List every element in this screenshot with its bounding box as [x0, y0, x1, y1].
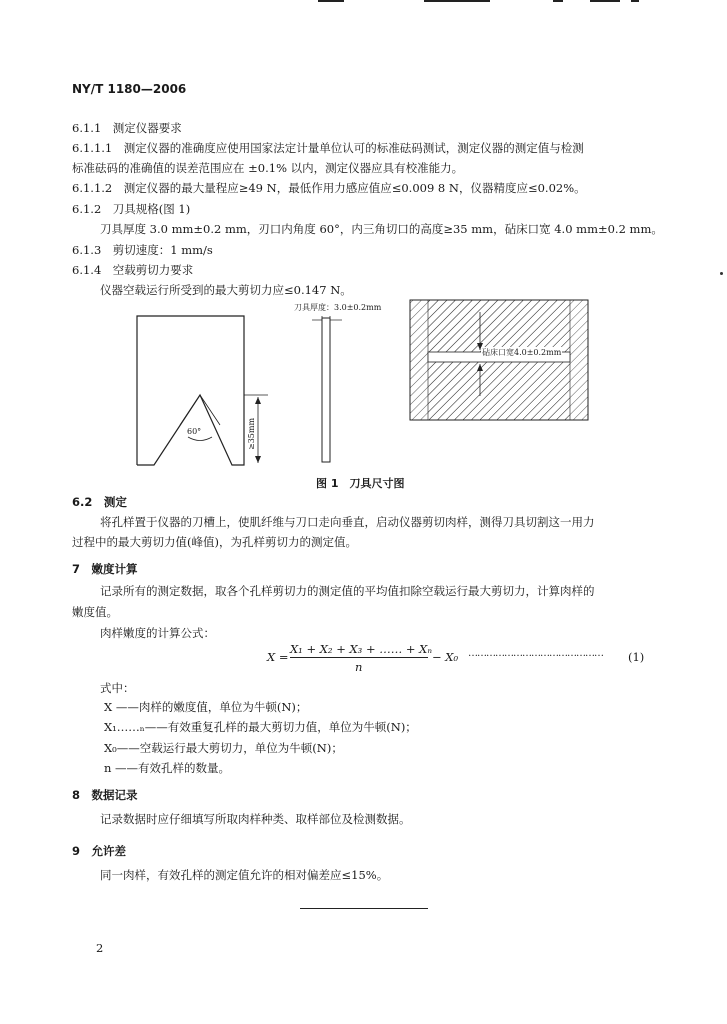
formula-denominator: n — [355, 660, 363, 674]
page-number: 2 — [96, 941, 104, 955]
section-7-line2: 嫩度值。 — [72, 605, 118, 619]
section-6-2-line1: 将孔样置于仪器的刀槽上，使肌纤维与刀口走向垂直，启动仪器剪切肉样，测得刀具切割这一用力 — [100, 515, 595, 529]
section-7-heading: 7 嫩度计算 — [72, 562, 138, 576]
standard-code: NY/T 1180—2006 — [72, 82, 187, 96]
where-label: 式中： — [100, 681, 135, 695]
formula-leader-dots: ……………………………………… — [468, 648, 603, 659]
formula-tail: − X₀ — [432, 650, 459, 664]
formula-intro: 肉样嫩度的计算公式： — [100, 626, 215, 640]
formula-lhs: X = — [267, 650, 289, 664]
thickness-label: 刀具厚度：3.0±0.2mm — [294, 303, 382, 312]
section-6-1-2-heading: 6.1.2 刀具规格(图 1) — [72, 202, 191, 216]
section-6-1-3: 6.1.3 剪切速度：1 mm/s — [72, 243, 213, 257]
section-6-1-4-heading: 6.1.4 空载剪切力要求 — [72, 263, 194, 277]
section-6-1-1-2: 6.1.1.2 测定仪器的最大量程应≥49 N，最低作用力感应值应≤0.009 8 N，仪器精度应≤0.02%。 — [72, 181, 586, 195]
section-9-body: 同一肉样，有效孔样的测定值允许的相对偏差应≤15%。 — [100, 868, 389, 882]
anvil-bed-section — [410, 300, 588, 420]
section-6-2-line2: 过程中的最大剪切力值(峰值)，为孔样剪切力的测定值。 — [72, 535, 357, 549]
section-6-1-1-1-line1: 6.1.1.1 测定仪器的准确度应使用国家法定计量单位认可的标准砝码测试，测定仪器的测定值与检测 — [72, 141, 584, 155]
anvil-width-label: 砧床口宽4.0±0.2mm — [482, 348, 562, 357]
section-6-1-1-1-line2: 标准砝码的准确值的误差范围应在 ±0.1% 以内，测定仪器应具有校准能力。 — [72, 161, 464, 175]
definition-x0: X₀——空载运行最大剪切力，单位为牛顿(N)； — [104, 741, 343, 755]
angle-label: 60° — [187, 427, 202, 436]
section-6-1-1-heading: 6.1.1 测定仪器要求 — [72, 121, 182, 135]
section-8-heading: 8 数据记录 — [72, 788, 138, 802]
formula-numerator: X₁ + X₂ + X₃ + …… + Xₙ — [290, 642, 433, 656]
end-rule — [300, 908, 428, 909]
formula-number: (1) — [628, 650, 645, 664]
scan-speck — [720, 272, 723, 275]
formula-fraction-bar — [290, 657, 428, 658]
definition-n: n ——有效孔样的数量。 — [104, 761, 231, 775]
section-6-1-2-body: 刀具厚度 3.0 mm±0.2 mm，刃口内角度 60°，内三角切口的高度≥35 mm，砧床口宽 4.0 mm±0.2 mm。 — [100, 222, 663, 236]
section-6-1-4-body: 仪器空载运行所受到的最大剪切力应≤0.147 N。 — [100, 283, 352, 297]
figure-caption: 图 1 刀具尺寸图 — [316, 477, 405, 490]
definition-x1n: X₁……ₙ——有效重复孔样的最大剪切力值，单位为牛顿(N)； — [104, 720, 417, 734]
height-label: ≥35mm — [247, 417, 256, 450]
section-9-heading: 9 允许差 — [72, 844, 127, 858]
definition-x: X ——肉样的嫩度值，单位为牛顿(N)； — [104, 700, 308, 714]
section-6-2-heading: 6.2 测定 — [72, 495, 127, 509]
knife-side-view — [312, 316, 342, 462]
section-7-line1: 记录所有的测定数据，取各个孔样剪切力的测定值的平均值扣除空载运行最大剪切力，计算肉样的 — [100, 584, 595, 598]
section-8-body: 记录数据时应仔细填写所取肉样种类、取样部位及检测数据。 — [100, 812, 411, 826]
